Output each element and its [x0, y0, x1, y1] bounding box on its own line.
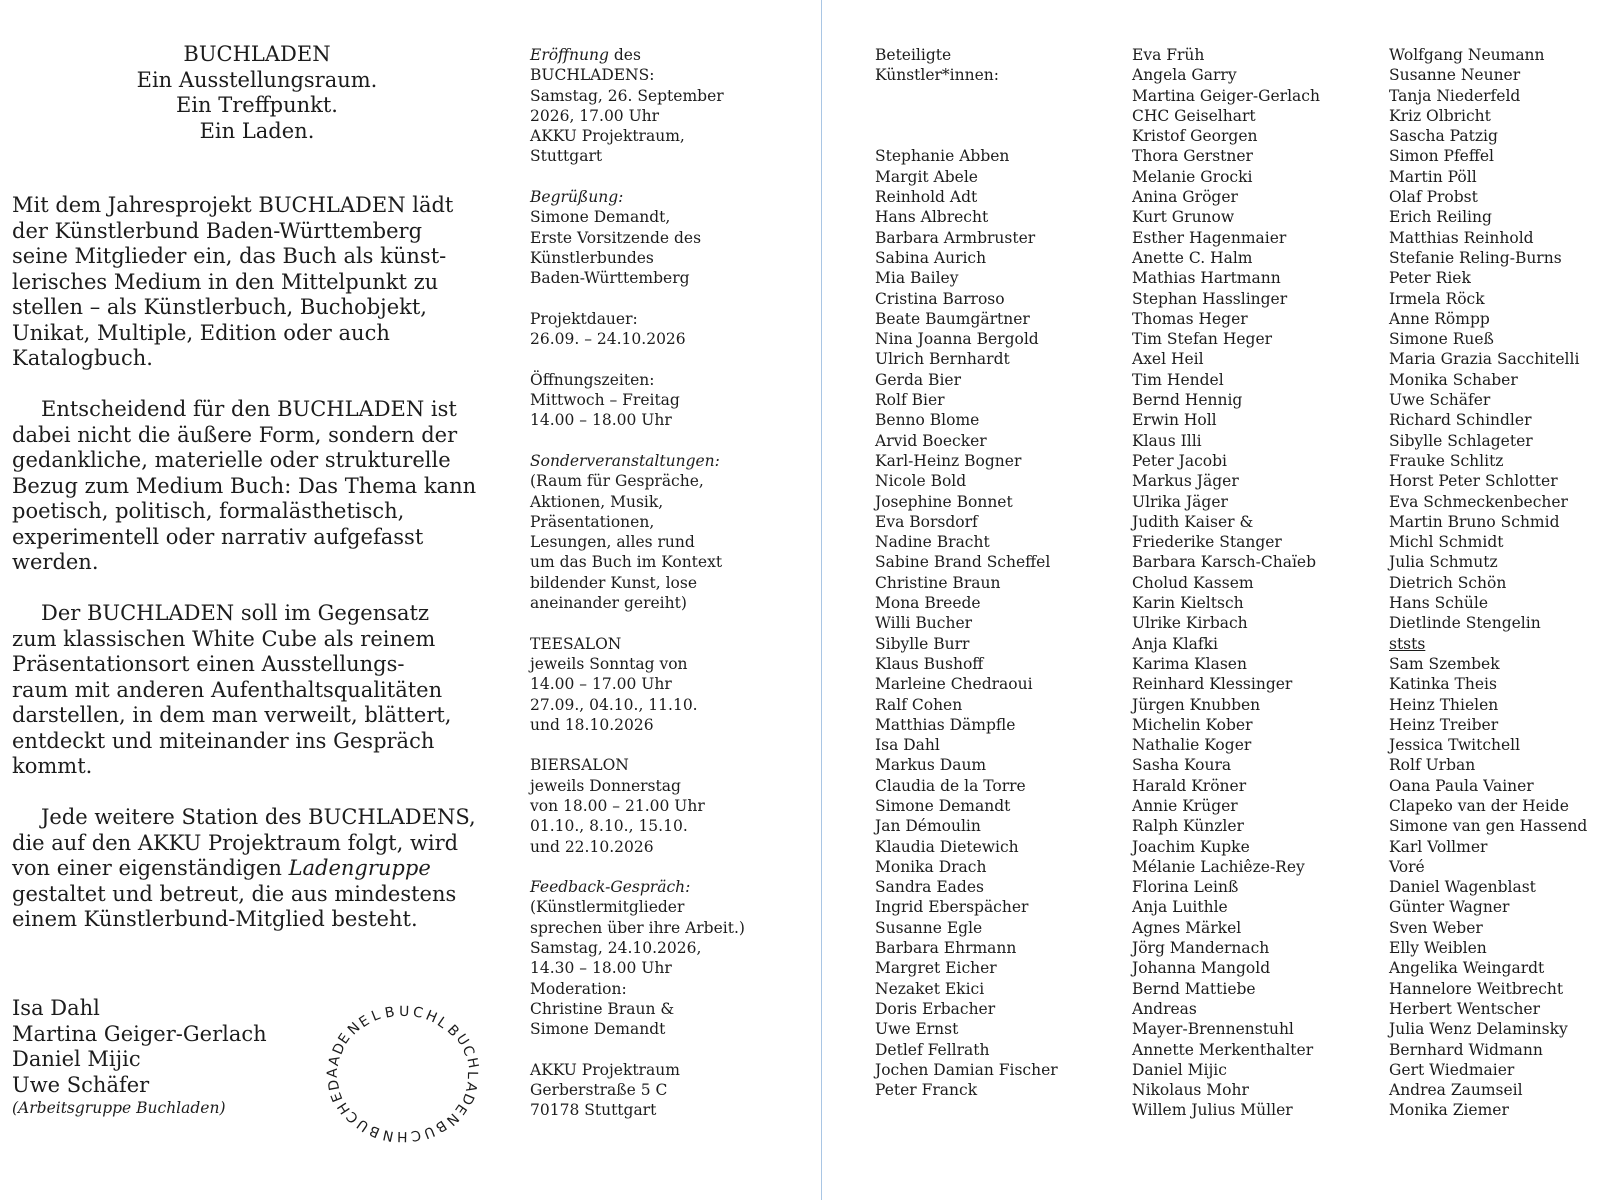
event-info [530, 45, 745, 1141]
artist-name: Beate Baumgärtner [875, 309, 1030, 328]
opening-block [530, 45, 745, 167]
text-line: Der BUCHLADEN soll im Gegensatz [41, 601, 430, 625]
artist-name: Richard Schindler [1389, 411, 1532, 430]
artist-name: Michelin Kober [1132, 715, 1253, 734]
artist-name: Simone Demandt [875, 796, 1011, 815]
teesalon-label: TEESALON [530, 634, 622, 653]
text-line: poetisch, politisch, formalästhetisch, [12, 499, 405, 523]
info-line: Mittwoch – Freitag [530, 391, 680, 410]
artist-name: Florina Leinß [1132, 878, 1239, 897]
artist-name: Anja Luithle [1132, 898, 1228, 917]
info-line: Künstlerbundes [530, 248, 654, 267]
artist-name: Stephan Hasslinger [1132, 289, 1288, 308]
artist-name: Jessica Twitchell [1389, 736, 1521, 755]
feedback-label: Feedback-Gespräch: [530, 878, 691, 897]
artist-name: Hans Schüle [1389, 594, 1489, 613]
info-line: Samstag, 24.10.2026, [530, 939, 702, 958]
text-line: experimentell oder narrativ aufgefasst [12, 524, 424, 549]
info-line: sprechen über ihre Arbeit.) [530, 918, 745, 937]
intro-paragraph-2 [12, 397, 476, 576]
text-line: entdeckt und miteinander ins Gespräch [12, 728, 435, 753]
logo-letter: U [452, 1031, 472, 1050]
artist-name: Jochen Damian Fischer [875, 1060, 1058, 1079]
artist-name: Markus Jäger [1132, 472, 1239, 491]
artist-name: Friederike Stanger [1132, 533, 1282, 552]
artist-name: Matthias Reinhold [1389, 228, 1534, 247]
info-line: jeweils Donnerstag [530, 776, 681, 795]
info-line: jeweils Sonntag von [530, 654, 688, 673]
artist-name: Katinka Theis [1389, 675, 1497, 694]
artist-name: Nicole Bold [875, 472, 967, 491]
artist-name: Margret Eicher [875, 959, 997, 978]
artist-name: Clapeko van der Heide [1389, 796, 1569, 815]
logo-letter: D [458, 1090, 478, 1107]
logo-letter: U [421, 1122, 437, 1141]
info-line: Erste Vorsitzende des [530, 228, 702, 247]
artist-name: Nadine Bracht [875, 533, 990, 552]
artist-name: Simon Pfeffel [1389, 147, 1494, 166]
artist-name: Tim Stefan Heger [1132, 330, 1273, 349]
artist-name: Nina Joanna Bergold [875, 330, 1039, 349]
street: Gerberstraße 5 C [530, 1081, 668, 1100]
artist-list [1389, 45, 1587, 1121]
artist-name: Ralph Künzler [1132, 817, 1244, 836]
text-segment: von einer eigenständigen [12, 856, 289, 880]
info-line: 27.09., 04.10., 11.10. [530, 695, 698, 714]
artist-name: Oana Paula Vainer [1389, 776, 1534, 795]
artist-name: Uwe Schäfer [1389, 391, 1491, 410]
address-block [530, 1060, 745, 1121]
artist-name: Kriz Olbricht [1389, 106, 1491, 125]
info-line: Präsentationen, [530, 512, 655, 531]
signer-name: Uwe Schäfer [12, 1072, 150, 1097]
artist-name: Bernd Mattiebe [1132, 979, 1256, 998]
artist-name: Claudia de la Torre [875, 776, 1026, 795]
logo-letter: D [325, 1078, 344, 1092]
artist-name: Frauke Schlitz [1389, 451, 1504, 470]
logo-letter: L [433, 1014, 450, 1032]
page-header [12, 42, 502, 144]
info-line: Simone Demandt, [530, 208, 671, 227]
artist-name: Monika Ziemer [1389, 1101, 1509, 1120]
artist-name: Sibylle Schlageter [1389, 431, 1533, 450]
artist-name: Barbara Karsch-Chaïeb [1132, 553, 1317, 572]
artists-column-1 [875, 45, 1058, 1100]
intro-paragraph-4 [12, 805, 476, 933]
info-line: und 22.10.2026 [530, 837, 654, 856]
artist-name: Stefanie Reling-Burns [1389, 248, 1562, 267]
artist-name: Thomas Heger [1132, 309, 1248, 328]
artist-name: Karin Kieltsch [1132, 594, 1244, 613]
artist-name: Reinhard Klessinger [1132, 675, 1293, 694]
artists-column-3 [1389, 45, 1587, 1121]
text-line: seine Mitglieder ein, das Buch als künst- [12, 244, 447, 268]
special-events-label: Sonderveranstaltungen: [530, 451, 720, 470]
info-line: Aktionen, Musik, [530, 492, 664, 511]
signer-name: Martina Geiger-Gerlach [12, 1021, 267, 1046]
artist-name: Marleine Chedraoui [875, 675, 1033, 694]
logo-letter: A [325, 1054, 344, 1068]
artist-name: Joachim Kupke [1132, 837, 1250, 856]
ladengruppe-emphasis: Ladengruppe [288, 856, 431, 880]
artist-name: Anette C. Halm [1132, 248, 1253, 267]
artist-name: Barbara Armbruster [875, 228, 1036, 247]
text-line: raum mit anderen Aufenthaltsqualitäten [12, 677, 443, 702]
text-line: zum klassischen White Cube als reinem [12, 626, 436, 651]
artist-name: Ralf Cohen [875, 695, 963, 714]
artist-name: Karl Vollmer [1389, 837, 1488, 856]
artist-name: Jörg Mandernach [1132, 939, 1270, 958]
artist-name: Cholud Kassem [1132, 573, 1254, 592]
artist-name: Daniel Wagenblast [1389, 878, 1536, 897]
text-line: gedankliche, materielle oder strukturelle [12, 448, 451, 472]
text-line: Katalogbuch. [12, 346, 153, 370]
logo-letter: B [367, 1121, 383, 1141]
artist-name: Heinz Treiber [1389, 715, 1499, 734]
artist-name: Doris Erbacher [875, 999, 996, 1018]
artist-name: Josephine Bonnet [875, 492, 1013, 511]
duration-block [530, 309, 745, 350]
text-line: darstellen, in dem man verweilt, blättert, [12, 703, 452, 727]
intro-paragraph-1 [12, 193, 476, 372]
artists-column-2 [1132, 45, 1320, 1121]
text-line: Unikat, Multiple, Edition oder auch [12, 320, 390, 345]
opening-label [530, 45, 745, 65]
artist-name: Heinz Thielen [1389, 695, 1499, 714]
info-line: 14.00 – 17.00 Uhr [530, 675, 672, 694]
artist-name: Eva Früh [1132, 46, 1205, 64]
artist-name: Tanja Niederfeld [1389, 86, 1521, 105]
info-line: Lesungen, alles rund [530, 533, 695, 552]
artist-name: Nikolaus Mohr [1132, 1081, 1249, 1100]
artist-name: Sam Szembek [1389, 654, 1500, 673]
artist-name: Karima Klasen [1132, 654, 1247, 673]
logo-letter: C [411, 1004, 425, 1023]
artist-name: Sasha Koura [1132, 756, 1232, 775]
info-line: Stuttgart [530, 147, 603, 166]
artist-name: Michl Schmidt [1389, 533, 1504, 552]
artist-name: Bernhard Widmann [1389, 1040, 1543, 1059]
info-line: von 18.00 – 21.00 Uhr [530, 796, 705, 815]
artist-name: Johanna Mangold [1132, 959, 1271, 978]
artist-name: Sabine Brand Scheffel [875, 553, 1051, 572]
special-events-block [530, 451, 745, 613]
logo-letter: H [334, 1098, 355, 1117]
artist-name: Klaus Illi [1132, 431, 1202, 450]
artist-name: Simone Rueß [1389, 330, 1494, 349]
duration-label: Projektdauer: [530, 309, 638, 328]
artist-name: Christine Braun [875, 573, 1001, 592]
intro-paragraph-3 [12, 601, 476, 780]
info-line: (Künstlermitglieder [530, 898, 685, 917]
artist-name: Sascha Patzig [1389, 127, 1498, 146]
artist-name: Maria Grazia Sacchitelli [1389, 350, 1580, 369]
artist-name: Ulrika Jäger [1132, 492, 1228, 511]
artist-name: Sandra Eades [875, 878, 984, 897]
info-line: und 18.10.2026 [530, 715, 654, 734]
logo-letter: N [442, 1109, 462, 1128]
text-line: kommt. [12, 754, 93, 778]
artist-name: Angela Garry [1132, 66, 1237, 85]
logo-letter: H [396, 1127, 408, 1145]
artist-name: Barbara Ehrmann [875, 939, 1017, 958]
artist-name: Simone van gen Hassend [1389, 817, 1588, 836]
logo-letter: B [384, 1004, 397, 1022]
artist-name: CHC Geiselhart [1132, 106, 1256, 125]
text-line: Bezug zum Medium Buch: Das Thema kann [12, 473, 477, 498]
logo-letter: L [463, 1070, 480, 1080]
artist-name: Annie Krüger [1132, 796, 1238, 815]
info-line: AKKU Projektraum, [530, 127, 685, 146]
city: 70178 Stuttgart [530, 1101, 657, 1120]
tagline-2: Ein Treffpunkt. [176, 93, 338, 117]
tagline-1: Ein Ausstellungsraum. [136, 67, 378, 92]
artist-name: Reinhold Adt [875, 188, 978, 207]
artist-name: Eva Borsdorf [875, 512, 978, 531]
info-line: Moderation: [530, 979, 627, 998]
artist-name: Daniel Mijic [1132, 1060, 1227, 1079]
artist-list [1132, 45, 1320, 1121]
artist-name: Axel Heil [1132, 350, 1204, 369]
text-line: der Künstlerbund Baden-Württemberg [12, 218, 423, 243]
artist-name: Melanie Grocki [1132, 167, 1253, 186]
artist-name: Kurt Grunow [1132, 208, 1235, 227]
logo-letter: D [329, 1041, 349, 1058]
artist-name: Julia Schmutz [1389, 553, 1498, 572]
text-line: Mit dem Jahresprojekt BUCHLADEN lädt [12, 193, 454, 217]
artist-name: Thora Gerstner [1132, 147, 1253, 166]
artist-name: Wolfgang Neumann [1389, 46, 1545, 64]
info-line: 14.00 – 18.00 Uhr [530, 411, 672, 430]
logo-letter: C [409, 1126, 422, 1144]
logo-letter: U [398, 1003, 410, 1021]
artist-name: Willi Bucher [875, 614, 973, 633]
opening-label-rest: des [608, 46, 641, 64]
info-line: BUCHLADENS: [530, 66, 655, 85]
logo-letter: E [356, 1012, 373, 1032]
artist-name: Willem Julius Müller [1132, 1101, 1293, 1120]
artist-name: Detlef Fellrath [875, 1040, 990, 1059]
info-line: Baden-Württemberg [530, 269, 690, 288]
page-title: BUCHLADEN [183, 42, 331, 66]
text-line: stellen – als Künstlerbuch, Buchobjekt, [12, 295, 427, 319]
artist-name: Matthias Dämpfle [875, 715, 1016, 734]
logo-letter: E [328, 1089, 347, 1104]
artist-name: Günter Wagner [1389, 898, 1510, 917]
buchladen-logo [320, 998, 490, 1145]
artist-name: Susanne Neuner [1389, 66, 1521, 85]
logo-letter: U [354, 1115, 373, 1135]
text-line [12, 856, 476, 882]
artist-name: Irmela Röck [1389, 289, 1485, 308]
artist-name: Bernd Hennig [1132, 391, 1243, 410]
artists-heading: Künstler*innen: [875, 66, 999, 85]
logo-letter: C [343, 1108, 362, 1127]
artist-name: Nezaket Ekici [875, 979, 985, 998]
artist-name: Peter Jacobi [1132, 451, 1227, 470]
artist-name: Anne Römpp [1389, 309, 1490, 328]
artist-name: Monika Drach [875, 857, 987, 876]
artist-name: Anja Klafki [1132, 634, 1219, 653]
logo-letter: N [381, 1125, 396, 1144]
logo-letter: L [369, 1007, 383, 1026]
logo-letter: A [462, 1080, 481, 1094]
hours-label: Öffnungszeiten: [530, 370, 655, 389]
artist-list [875, 146, 1058, 1100]
artist-name: Karl-Heinz Bogner [875, 451, 1022, 470]
artist-name: Susanne Egle [875, 918, 983, 937]
artist-name: Olaf Probst [1389, 188, 1478, 207]
logo-letter: B [432, 1116, 450, 1136]
artist-name: Esther Hagenmaier [1132, 228, 1287, 247]
biersalon-label: BIERSALON [530, 756, 629, 775]
artist-name: Klaus Bushoff [875, 654, 984, 673]
artist-name: Erwin Holl [1132, 411, 1217, 430]
text-line: Entscheidend für den BUCHLADEN ist [41, 397, 457, 421]
artist-name: Ingrid Eberspächer [875, 898, 1029, 917]
artist-name: Gerda Bier [875, 370, 961, 389]
artist-name: Harald Kröner [1132, 776, 1247, 795]
info-line: 14.30 – 18.00 Uhr [530, 959, 672, 978]
artist-name: Arvid Boecker [875, 431, 987, 450]
artist-name: Angelika Weingardt [1389, 959, 1545, 978]
logo-letter: H [463, 1056, 481, 1070]
artists-heading: Beteiligte [875, 46, 952, 64]
artist-name: Sibylle Burr [875, 634, 970, 653]
signer-name: Daniel Mijic [12, 1047, 141, 1071]
artist-name: Markus Daum [875, 756, 987, 775]
hours-block [530, 370, 745, 431]
artist-name: Hans Albrecht [875, 208, 989, 227]
artist-name: Eva Schmeckenbecher [1389, 492, 1568, 511]
artist-name: Herbert Wentscher [1389, 999, 1541, 1018]
artist-name: Martin Bruno Schmid [1389, 512, 1560, 531]
info-line: um das Buch im Kontext [530, 553, 723, 572]
artist-name: Judith Kaiser & [1132, 512, 1254, 531]
artist-name: Mathias Hartmann [1132, 269, 1281, 288]
artist-name: Benno Blome [875, 411, 980, 430]
artist-name: Nathalie Koger [1132, 736, 1252, 755]
tagline-3: Ein Laden. [199, 118, 315, 143]
artist-name: Martina Geiger-Gerlach [1132, 86, 1320, 105]
text-line: werden. [12, 550, 99, 574]
text-line: einem Künstlerbund-Mitglied besteht. [12, 907, 418, 931]
info-line: bildender Kunst, lose [530, 573, 698, 592]
artist-name: Horst Peter Schlotter [1389, 472, 1558, 491]
artist-name: Ulrike Kirbach [1132, 614, 1248, 633]
artist-name: Mia Bailey [875, 269, 959, 288]
working-group-note: (Arbeitsgruppe Buchladen) [12, 1099, 226, 1117]
text-line: lerisches Medium in den Mittelpunkt zu [12, 269, 439, 294]
artist-name: Gert Wiedmaier [1389, 1060, 1515, 1079]
artist-name: Tim Hendel [1132, 370, 1224, 389]
artist-name: Sabina Aurich [875, 248, 987, 267]
artist-name: Julia Wenz Delaminsky [1389, 1020, 1568, 1039]
logo-letter: B [443, 1021, 463, 1040]
teesalon-block [530, 634, 745, 735]
text-line: Präsentationsort einen Ausstellungs- [12, 652, 405, 676]
logo-letter: H [423, 1007, 440, 1027]
signers-block [12, 996, 267, 1118]
artist-name: Mélanie Lachiêze-Rey [1132, 857, 1305, 876]
artist-name: Andrea Zaumseil [1389, 1081, 1523, 1100]
greeting-block [530, 187, 745, 288]
info-line: (Raum für Gespräche, [530, 472, 704, 491]
biersalon-block [530, 755, 745, 856]
artist-name: Andreas [1132, 999, 1197, 1018]
artist-name: Dietrich Schön [1389, 573, 1507, 592]
info-line: 2026, 17.00 Uhr [530, 106, 660, 125]
info-line: Christine Braun & [530, 999, 675, 1018]
info-line: aneinander gereiht) [530, 594, 687, 613]
artist-name: Mona Breede [875, 594, 981, 613]
artist-name: Dietlinde Stengelin [1389, 614, 1541, 633]
artist-name: Rolf Urban [1389, 756, 1476, 775]
artist-name: Cristina Barroso [875, 289, 1005, 308]
signer-name: Isa Dahl [12, 996, 100, 1020]
artist-name: Klaudia Dietewich [875, 837, 1019, 856]
artist-name: Kristof Georgen [1132, 127, 1258, 146]
artist-name: Martin Pöll [1389, 167, 1477, 186]
info-line: Samstag, 26. September [530, 86, 724, 105]
artist-name: Isa Dahl [875, 736, 940, 755]
text-line: Jede weitere Station des BUCHLADENS, [41, 805, 476, 829]
artist-name: Jan Démoulin [875, 817, 981, 836]
logo-letter: N [345, 1020, 364, 1039]
logo-letter: E [450, 1101, 470, 1118]
info-line: Simone Demandt [530, 1020, 666, 1039]
artist-name: Ulrich Bernhardt [875, 350, 1010, 369]
artist-name: Mayer-Brennenstuhl [1132, 1020, 1294, 1039]
greeting-label: Begrüßung: [530, 188, 624, 207]
artist-name: Jürgen Knubben [1132, 695, 1261, 714]
artist-name: Stephanie Abben [875, 147, 1010, 166]
artist-name: Monika Schaber [1389, 370, 1518, 389]
artist-name: Peter Franck [875, 1081, 978, 1100]
logo-letter: E [335, 1030, 354, 1047]
feedback-block [530, 877, 745, 1039]
artist-name: Uwe Ernst [875, 1020, 959, 1039]
info-line: 01.10., 8.10., 15.10. [530, 817, 688, 836]
venue-name: AKKU Projektraum [530, 1060, 680, 1079]
duration-value: 26.09. – 24.10.2026 [530, 330, 686, 349]
opening-label-italic: Eröffnung [530, 46, 609, 64]
text-line: gestaltet und betreut, die aus mindestens [12, 881, 457, 906]
artist-name: ststs [1389, 634, 1426, 653]
artist-name: Rolf Bier [875, 391, 945, 410]
artist-name: Annette Merkenthalter [1132, 1040, 1314, 1059]
artist-name: Erich Reiling [1389, 208, 1492, 227]
logo-letter: A [324, 1068, 341, 1078]
logo-letter: C [458, 1043, 478, 1059]
page-divider [821, 0, 822, 1200]
artist-name: Elly Weiblen [1389, 939, 1487, 958]
artist-name: Sven Weber [1389, 918, 1483, 937]
text-line: die auf den AKKU Projektraum folgt, wird [12, 830, 459, 855]
artist-name: Voré [1389, 857, 1425, 876]
text-line: dabei nicht die äußere Form, sondern der [12, 422, 458, 447]
artist-name: Anina Gröger [1132, 188, 1238, 207]
artist-name: Margit Abele [875, 167, 978, 186]
artist-name: Peter Riek [1389, 269, 1471, 288]
intro-text [12, 193, 476, 958]
artist-name: Agnes Märkel [1132, 918, 1242, 937]
artist-name: Hannelore Weitbrecht [1389, 979, 1564, 998]
